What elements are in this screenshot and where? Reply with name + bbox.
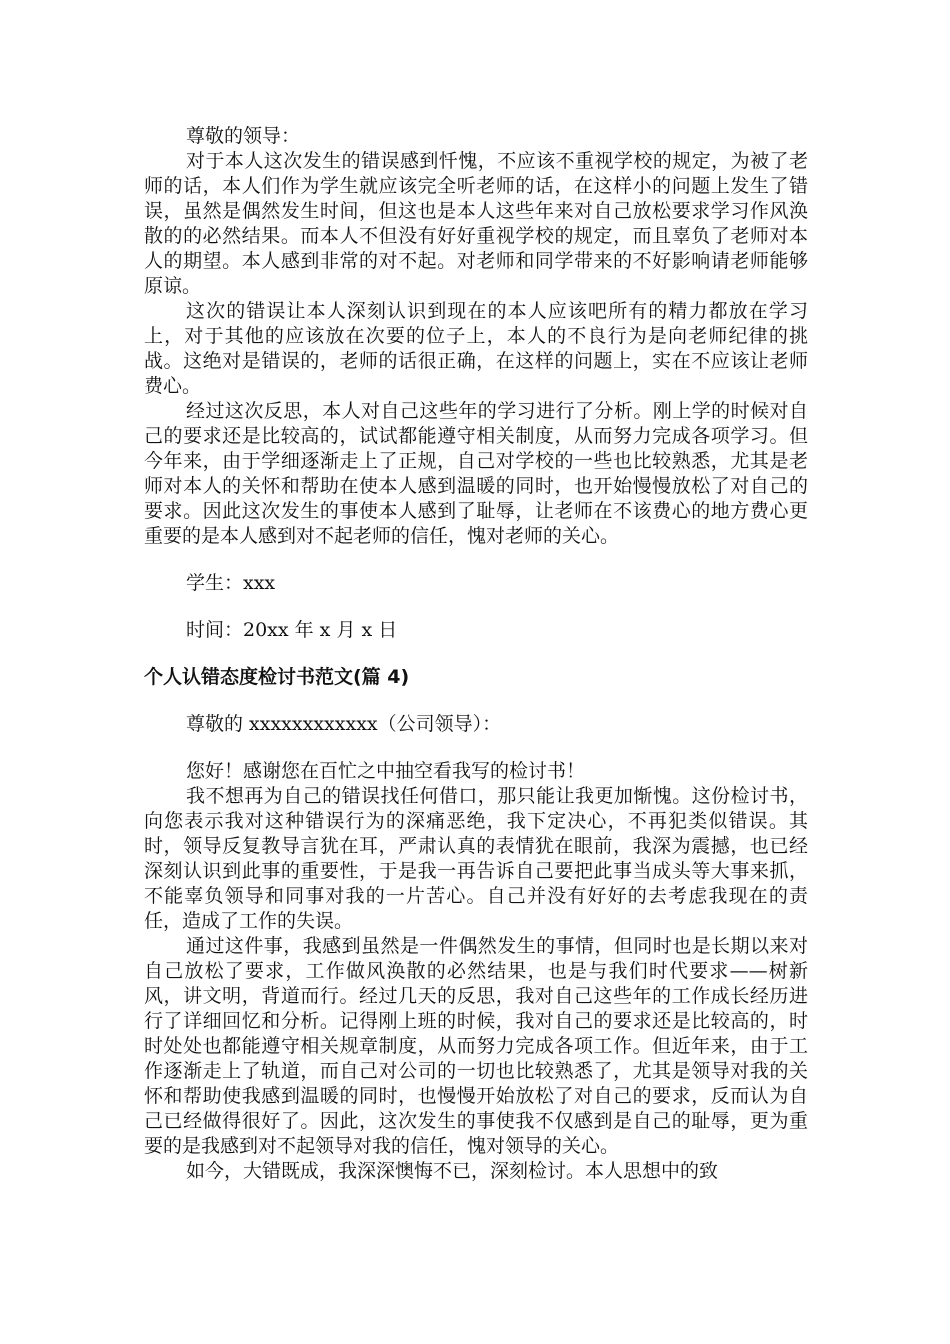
spacer: [144, 549, 808, 571]
letter1-paragraph-3: 经过这次反思，本人对自己这些年的学习进行了分析。刚上学的时候对自己的要求还是比较高的，试试都能遵守相关制度，从而努力完成各项学习。但今年来，由于学细逐渐走上了正规，自己对学校的一些也比较熟悉，尤其是老师对本人的关怀和帮助在使本人感到温暖的同时，也开始慢慢放松了对自己的要求。因此这次发生的事使本人感到了耻辱，让老师在不该费心的地方费心更重要的是本人感到对不起老师的信任，愧对老师的关心。: [144, 400, 808, 547]
letter2-paragraph-4: 如今，大错既成，我深深懊悔不已，深刻检讨。本人思想中的致: [186, 1160, 719, 1182]
letter1-student-signature: 学生：xxx: [186, 572, 276, 594]
letter1-paragraph-2: 这次的错误让本人深刻认识到现在的本人应该吧所有的精力都放在学习上，对于其他的应该放在次要的位子上，本人的不良行为是向老师纪律的挑战。这绝对是错误的，老师的话很正确，在这样的问题上，实在不应该让老师费心。: [144, 300, 808, 397]
spacer: [144, 643, 808, 665]
letter2-greeting: 尊敬的 xxxxxxxxxxxx（公司领导）：: [186, 713, 502, 735]
letter2-paragraph-3: 通过这件事，我感到虽然是一件偶然发生的事情，但同时也是长期以来对自己放松了要求，工作做风涣散的必然结果，也是与我们时代要求——树新风，讲文明，背道而行。经过几天的反思，我对自己这些年的工作成长经历进行了详细回忆和分析。记得刚上班的时候，我对自己的要求还是比较高的，时时处处也都能遵守相关规章制度，从而努力完成各项工作。但近年来，由于工作逐渐走上了轨道，而自己对公司的一切也比较熟悉了，尤其是领导对我的关怀和帮助使我感到温暖的同时，也慢慢开始放松了对自己的要求，反而认为自己已经做得很好了。因此，这次发生的事使我不仅感到是自己的耻辱，更为重要的是我感到对不起领导对我的信任，愧对领导的关心。: [144, 935, 808, 1157]
spacer: [144, 737, 808, 759]
letter2-paragraph-2: 我不想再为自己的错误找任何借口，那只能让我更加惭愧。这份检讨书，向您表示我对这种错误行为的深痛恶绝，我下定决心，不再犯类似错误。其时，领导反复教导言犹在耳，严肃认真的表情犹在眼前，我深为震撼，也已经深刻认识到此事的重要性，于是我一再告诉自己要把此事当成头等大事来抓，不能辜负领导和同事对我的一片苦心。自己并没有好好的去考虑我现在的责任，造成了工作的失误。: [144, 785, 808, 932]
document-body: [144, 124, 808, 1184]
letter2-paragraph-1: 您好！感谢您在百忙之中抽空看我写的检讨书！: [186, 760, 586, 782]
section-heading: 个人认错态度检讨书范文(篇 4): [144, 666, 410, 688]
spacer: [144, 596, 808, 618]
letter1-greeting: 尊敬的领导：: [186, 125, 301, 147]
letter1-date: 时间：20xx 年 x 月 x 日: [186, 619, 398, 641]
letter1-paragraph-1: 对于本人这次发生的错误感到忏愧，不应该不重视学校的规定，为被了老师的话，本人们作为学生就应该完全听老师的话，在这样小的问题上发生了错误，虽然是偶然发生时间，但这也是本人这些年来对自己放松要求学习作风涣散的的必然结果。而本人不但没有好好重视学校的规定，而且辜负了老师对本人的期望。本人感到非常的对不起。对老师和同学带来的不好影响请老师能够原谅。: [144, 150, 808, 297]
spacer: [144, 690, 808, 712]
